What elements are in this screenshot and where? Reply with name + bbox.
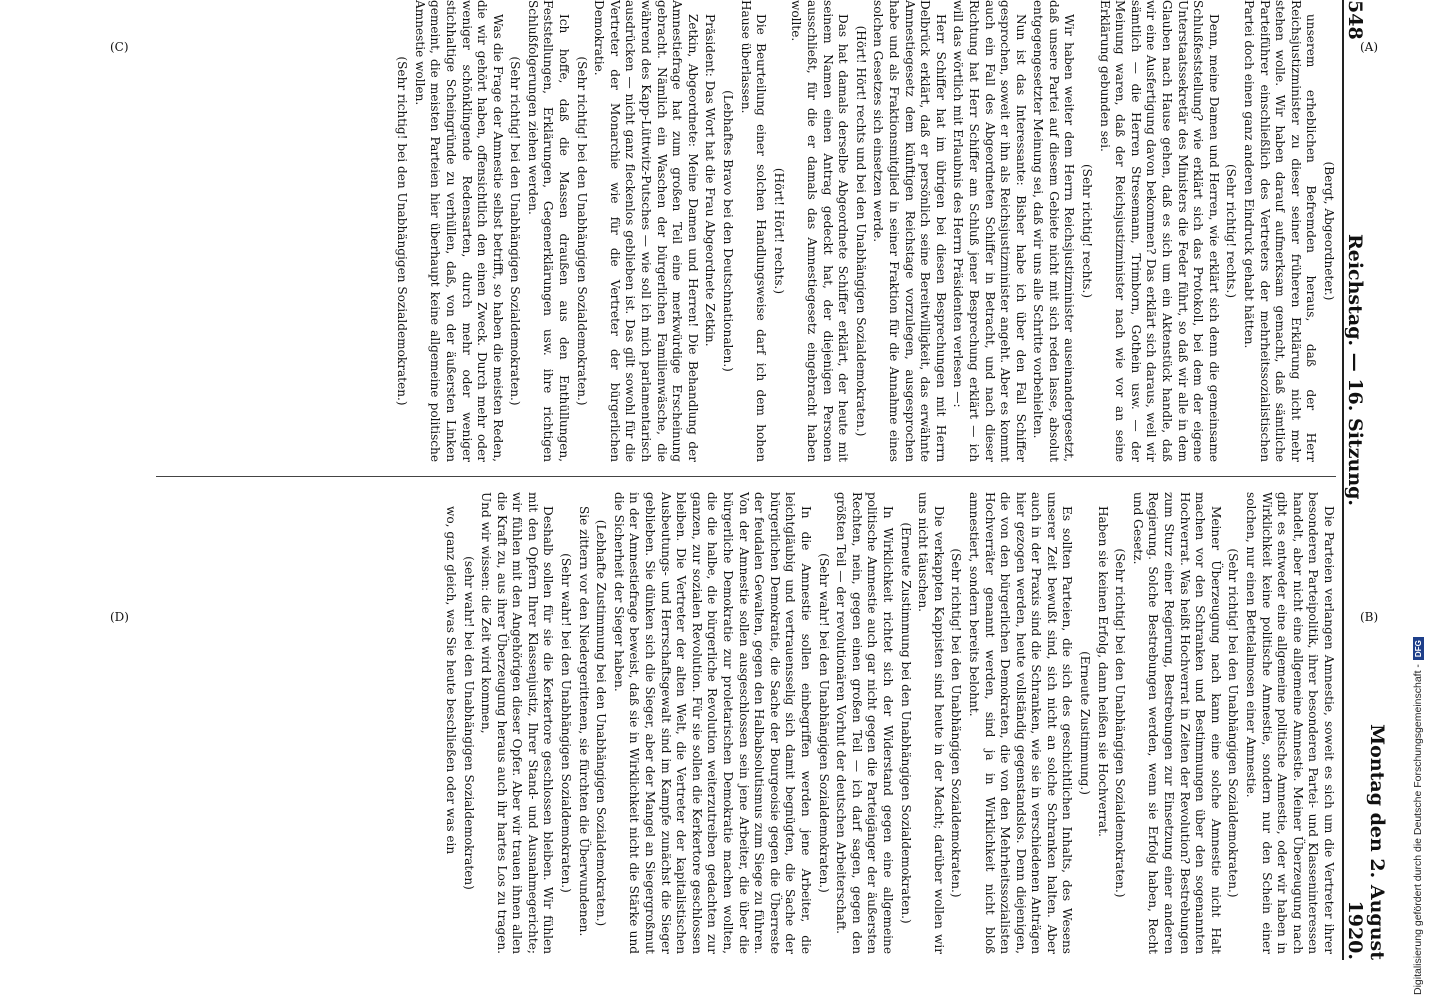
interjection: (Erneute Zustimmung.) [1078,651,1093,795]
paragraph: Die verkappten Kappisten sind heute in der Macht; darüber wollen wir uns nicht täuschen. [916,492,946,954]
paragraph: Meiner Überzeugung nach kann eine solche Amnestie nicht Halt machen vor den Schranken und Bestimmungen über den sogenannten Hochverrat. Was heißt Hochverrat in Zeiten der Revolution? Bestrebungen zum Sturz einer Regierung, Bestrebungen zur Einsetzung einer anderen Regierung. Solche Bestrebungen werden, wenn sie Erfolg haben, Recht und Gesetz. [1130,492,1223,954]
paragraph: Zetkin, Abgeordnete: Meine Damen und Herren! Die Behandlung der Amnestiefrage hat zum großen Teil eine merkwürdige Erscheinung gebracht. Nämlich ein Waschen der bürgerlichen Familienwäsche, die während des Kapp-Lüttwitz-Putsches — wie soll ich mich parlamentarisch ausdrücken — nicht ganz fleckenlos geblieben ist. Das gilt sowohl für die Vertreter der Monarchie wie für die Vertreter der bürgerlichen Demokratie. [592,0,700,462]
paragraph: Haben sie keinen Erfolg, dann heißen sie Hochverrat. [1095,506,1110,837]
session-date: Montag den 2. August 1920. [1344,724,1388,960]
paragraph: Sie zittern vor den Niedergerittenen, sie fürchten die Überwundenen. [576,506,591,937]
margin-mark-d: (D) [110,610,129,624]
interjection: (Lebhafte Zustimmung bei den Unabhängigen Sozialdemokraten.) [594,519,609,927]
paragraph: Das hat damals derselbe Abgeordnete Schiffer erklärt, der heute mit seinem Namen einen Antrag gedeckt hat, der diejenigen Personen ausschließt, für die er damals das Amnestiegesetz eingebracht haben wollte. [789,0,851,462]
interjection: (Sehr richtig! rechts.) [1080,163,1095,299]
paragraph: Die Parteien verlangen Amnestie, soweit es sich um die Vertreter ihrer besonderen Parteipolitik, ihrer besonderen Partei- und Klasseninteressen handelt, aber nicht eine allgemeine Amnestie. Meiner Überzeugung nach gibt es entweder eine allgemeine politische Amnestie, oder wir haben in Wirklichkeit keine politische Amnestie, sondern nur den Schein einer solchen, nur einen Bettelalmosen einer Amnestie. [1244,492,1336,954]
interjection: (Sehr richtig! rechts.) [1224,163,1239,299]
paragraph: In die Amnestie sollen einbegriffen werden jene Arbeiter, die leichtgläubig und vertrauensselig sich damit begnügten, die Sache der bürgerlichen Demokratie, die Sache der Bourgeoisie gegen die Überreste der feudalen Gewalten, gegen den Halbabsolutismus zum Siege zu führen. Von der Amnestie sollen ausgeschlossen sein jene Arbeiter, die über die bürgerliche Demokratie zur proletarischen Demokratie machen wollten, die die halbe, die bürgerliche Revolution weiterzutreiben gedachten zur ganzen, zur sozialen Revolution. Für sie sollen die Kerkertore geschlossen bleiben. Die Vertreter der alten Welt, die Vertreter der kapitalistischen Ausbeutungs- und Herrschaftsgewalt sind im Kampfe zunächst die Sieger geblieben. Sie dünken sich die Sieger, aber der Mangel an Siegergroßmut in der Amnestiefrage beweist, daß sie in Wirklichkeit nicht die Stärke und die Sicherheit der Sieger haben. [611,492,813,954]
interjection: (Hört! Hört! rechts und bei den Unabhängigen Sozialdemokraten.) [853,25,868,437]
digitization-credit [1412,637,1424,995]
paragraph: Deshalb sollen für sie die Kerkertore geschlossen bleiben. Wir fühlen mit den Opfern Ihrer Klassenjustiz, Ihrer Stand- und Ausnahmegerichte; wir fühlen mit den Angehörigen dieser Opfer. Aber wir trauen ihnen allen die Kraft zu, aus ihrer Überzeugung heraus auch ihr hartes Los zu tragen. Und wir wissen: die Zeit wird kommen, [479,492,556,954]
interjection: (Sehr richtig! bei den Unabhängigen Sozialdemokraten.) [395,56,410,406]
margin-mark-a: (A) [1360,40,1379,54]
paragraph: wo, ganz gleich, was Sie heute beschließen oder was ein [443,506,458,855]
paragraph: In Wirklichkeit richtet sich der Widerstand gegen eine allgemeine politische Amnestie auch gar nicht gegen die Parteigänger der äußersten Rechten, nein, gegen einen großen Teil — ich darf sagen, gegen den größten Teil — der revolutionären Vorhut der deutschen Arbeiterschaft. [834,492,895,954]
interjection: (Bergt, Abgeordneter.) [1322,161,1336,301]
paragraph: Es sollten Parteien, die sich des geschichtlichen Inhalts, des Wesens unserer Zeit bewußt sind, sich nicht an solche Schranken halten. Aber auch in der Praxis sind die Schranken, wie sie in verschiedenen Anträgen hier gezogen werden, heute vollständig gegenstandslos. Denn diejenigen, die von den bürgerlichen Demokraten, die von den Mehrheitssozialisten Hochverräter genannt werden, sind ja in Wirklichkeit nicht bloß amnestiert, sondern bereits belohnt. [966,492,1075,954]
interjection: (Sehr richtig! bei den Unabhängigen Sozialdemokraten.) [949,548,964,898]
left-column [392,0,1336,462]
text-columns [96,0,1336,960]
interjection: (Sehr richtig! bei den Unabhängigen Sozialdemokraten.) [1226,548,1241,898]
interjection: (Hört! Hört! rechts.) [771,167,786,295]
dfg-logo: DFG [1413,637,1424,660]
interjection: (sehr wahr! bei den Unabhängigen Sozialdemokraten) [461,556,476,890]
margin-mark-b: (B) [1360,610,1379,624]
interjection: (Lebhaftes Bravo bei den Deutschnationalen.) [721,90,736,372]
interjection: (Sehr wahr! bei den Unabhängigen Sozialdemokraten.) [816,553,831,893]
margin-mark-c: (C) [110,40,129,54]
paragraph: Nun ist das Interessante: Bisher habe ich über den Fall Schiffer gesprochen, soweit er ihn als Reichsjustizminister angeht. Aber es kommt auch ein Fall des Abgeordneten Schiffer in Betracht, und nach dieser Richtung hat Herr Schiffer am Schluß jener Besprechung erklärt — ich will das wörtlich mit Erlaubnis des Herrn Präsidenten verlesen —: [951,0,1028,462]
paragraph: unserem erheblichen Befremden heraus, daß der Herr Reichsjustizminister zu dieser seiner früheren Erklärung nicht mehr stehen wolle. Wir haben darauf aufmerksam gemacht, daß sämtliche Parteiführer einschließlich des Vertreters der mehrheitssozialistischen Partei doch einen ganz anderen Eindruck gehabt hätten. [1242,0,1319,462]
interjection: (Sehr richtig! bei den Unabhängigen Sozialdemokraten.) [1113,548,1128,898]
column-divider [156,476,1336,477]
paragraph: Ich hoffe, daß die Massen draußen aus den Enthüllungen, Feststellungen, Erklärungen, Gegenerklärungen usw. ihre richtigen Schlußfolgerungen ziehen werden. [525,0,572,462]
right-column [440,492,1336,954]
page-header [1342,0,1388,960]
interjection: (Sehr richtig! bei den Unabhängigen Sozialdemokraten.) [508,56,523,406]
paragraph: Die Beurteilung einer solchen Handlungsweise darf ich dem hohen Hause überlassen. [738,0,769,462]
interjection: (Sehr richtig! bei den Unabhängigen Sozialdemokraten.) [574,56,589,406]
rotated-document [80,0,1388,960]
interjection: (Sehr wahr! bei den Unabhängigen Sozialdemokraten.) [559,553,574,893]
paragraph: Präsident: Das Wort hat die Frau Abgeordnete Zetkin. [703,14,718,347]
paragraph: Herr Schiffer hat im übrigen bei diesen Besprechungen mit Herrn Delbrück erklärt, daß er persönlich seine Bereitwilligkeit, das erwähnte Amnestiegesetz dem künftigen Reichstage vorzulegen, ausgesprochen habe und als Fraktionsmitglied in seiner Fraktion für die Annahme eines solchen Gesetzes sich einsetzen werde. [871,0,948,462]
page-number: 548 [1344,0,1366,40]
paragraph: Was die Frage der Amnestie selbst betrifft, so haben die meisten Reden, die wir gehört haben, offensichtlich den einen Zweck. Durch mehr oder weniger schönklingende Redensarten, durch mehr oder weniger stichhaltige Scheingründe zu verhüllen, daß, von der äußersten Linken gemeint, die meisten Parteien hier überhaupt keine allgemeine politische Amnestie wollen. [412,0,505,462]
paragraph: Denn, meine Damen und Herren, wie erklärt sich denn die gemeinsame Schlußfeststellung? wie erklärt sich das Protokoll, bei dem der eigene Unterstaatssekretär des Ministers die Feder führt, so daß wir alle in dem Glauben nach Hause gehen, daß es sich um ein Aktenstück handle, daß wir eine Ausfertigung davon bekommen? Das erklärt sich daraus, weil wir sämtlich — die Herren Stresemann, Trimborn, Gothein usw. — der Meinung waren, daß der Reichsjustizminister nach wie vor an seine Erklärung gebunden sei. [1097,0,1221,462]
session-title: Reichstag. — 16. Sitzung. [1344,233,1366,507]
credit-text: Digitalisierung gefördert durch die Deutsche Forschungsgemeinschaft - [1412,664,1424,995]
paragraph: Wir haben weiter dem Herrn Reichsjustizminister auseinandergesetzt, daß unsere Partei auf diesem Gebiete nicht mit sich reden lasse, absolut entgegengesetzter Meinung sei, daß wir uns alle Schritte vorbehielten. [1031,0,1077,462]
interjection: (Erneute Zustimmung bei den Unabhängigen Sozialdemokraten.) [898,522,913,924]
